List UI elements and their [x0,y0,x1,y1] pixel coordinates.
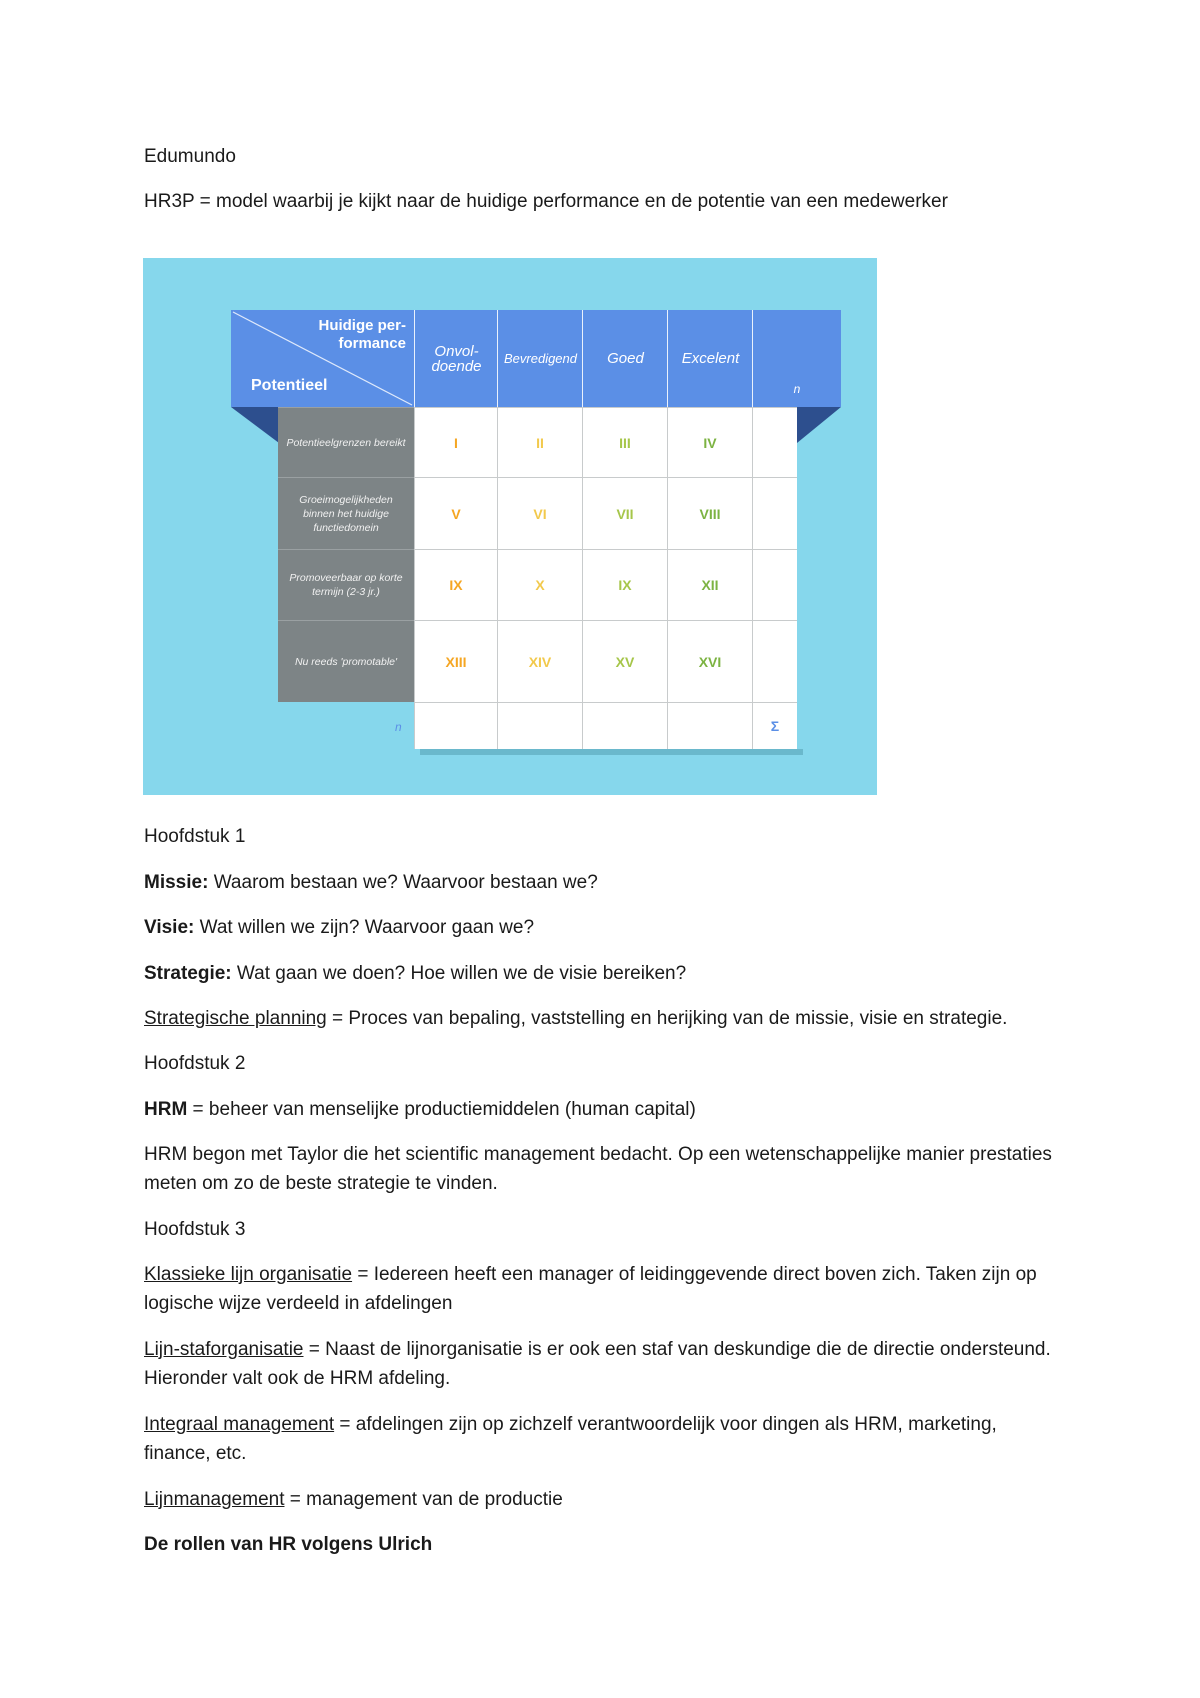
strategische-planning-text: = Proces van bepaling, vaststelling en herijking van de missie, visie en strategie. [326,1008,1008,1029]
corner-header [231,310,414,407]
grid-cell-r3-c2: X [497,549,582,620]
bottom-cell [414,702,497,749]
klassieke-lijn-line [144,1260,1064,1318]
col-head-bevredigend: Bevredigend [497,310,583,407]
heading-hoofdstuk-3: Hoofdstuk 3 [144,1219,246,1240]
visie-line [144,913,1064,942]
strategie-line [144,959,1064,988]
grid-cell-r4-c3: XV [582,620,667,702]
hrm-paragraph: HRM begon met Taylor die het scientific management bedacht. Op een wetenschappelijke manier prestaties meten om zo de beste strategie te vinden. [144,1144,1052,1194]
row-head-2: Groeimogelijkheden binnen het huidige functiedomein [278,477,414,549]
lijn-staf-term: Lijn-staforganisatie [144,1339,304,1360]
visie-label: Visie: [144,917,195,938]
hr3p-figure [143,258,877,795]
header-shadow-right [797,407,841,443]
strategische-planning-term: Strategische planning [144,1008,327,1029]
lijnmanagement-term: Lijnmanagement [144,1489,285,1510]
lijn-staf-text: = Naast de lijnorganisatie is er ook een staf van deskundige die de directie ondersteund. Hieronder valt ook de HRM afdeling. [144,1339,1051,1389]
intro-paragraph: HR3P = model waarbij je kijkt naar de huidige performance en de potentie van een medewerker [144,191,948,212]
grid-cell-r2-c2: VI [497,477,582,549]
sum-cell: Σ [752,702,797,749]
grid-cell-r2-c4: VIII [667,477,752,549]
integraal-management-line [144,1410,1064,1468]
grid-shadow [420,749,803,755]
grid-cell-r4-c4: XVI [667,620,752,702]
grid-cell-r3-c5 [752,549,797,620]
hrm-label: HRM [144,1099,188,1120]
heading-hoofdstuk-2: Hoofdstuk 2 [144,1053,246,1074]
heading-hoofdstuk-1: Hoofdstuk 1 [144,826,246,847]
ulrich-heading: De rollen van HR volgens Ulrich [144,1534,433,1555]
lijnmanagement-text: = management van de productie [284,1489,563,1510]
col-head-n: n [752,310,841,407]
missie-label: Missie: [144,872,209,893]
klassieke-lijn-term: Klassieke lijn organisatie [144,1264,353,1285]
col-head-goed: Goed [582,310,668,407]
bottom-cell [582,702,667,749]
grid-cell-r1-c5 [752,407,797,477]
grid-cell-r1-c2: II [497,407,582,477]
strategische-planning-line [144,1004,1064,1033]
bottom-row-n-label: n [395,720,402,734]
grid-cell-r1-c4: IV [667,407,752,477]
strategie-text: Wat gaan we doen? Hoe willen we de visie bereiken? [231,963,687,984]
grid-cell-r4-c2: XIV [497,620,582,702]
integraal-management-term: Integraal management [144,1414,335,1435]
row-head-3: Promoveerbaar op korte termijn (2-3 jr.) [278,549,414,620]
hrm-text: = beheer van menselijke productiemiddelen (human capital) [187,1099,696,1120]
grid-cell-r4-c1: XIII [414,620,497,702]
klassieke-lijn-text: = Iedereen heeft een manager of leidinggevende direct boven zich. Taken zijn op logische wijze verdeeld in afdelingen [144,1264,1037,1314]
missie-text: Waarom bestaan we? Waarvoor bestaan we? [208,872,598,893]
col-head-onvoldoende: Onvol- doende [414,310,498,407]
integraal-management-text: = afdelingen zijn op zichzelf verantwoordelijk voor dingen als HRM, marketing, finance, etc. [144,1414,997,1464]
grid-cell-r3-c1: IX [414,549,497,620]
grid-cell-r2-c3: VII [582,477,667,549]
row-head-1: Potentieelgrenzen bereikt [278,407,414,477]
lijn-staf-line [144,1335,1064,1393]
visie-text: Wat willen we zijn? Waarvoor gaan we? [194,917,535,938]
header-performance-label: Huidige per- formance [318,317,406,352]
grid-cell-r1-c3: III [582,407,667,477]
grid-cell-r4-c5 [752,620,797,702]
bottom-cell [667,702,752,749]
grid-cell-r1-c1: I [414,407,497,477]
hrm-line [144,1095,1064,1124]
row-head-4: Nu reeds 'promotable' [278,620,414,702]
missie-line [144,868,1064,897]
col-head-excelent: Excelent [667,310,753,407]
header-shadow-left [231,407,279,443]
grid-cell-r2-c1: V [414,477,497,549]
lijnmanagement-line [144,1485,1064,1514]
strategie-label: Strategie: [144,963,232,984]
bottom-cell [497,702,582,749]
header-potential-label: Potentieel [251,377,328,394]
grid-cell-r2-c5 [752,477,797,549]
grid-cell-r3-c3: IX [582,549,667,620]
document-title: Edumundo [144,146,236,167]
grid-cell-r3-c4: XII [667,549,752,620]
